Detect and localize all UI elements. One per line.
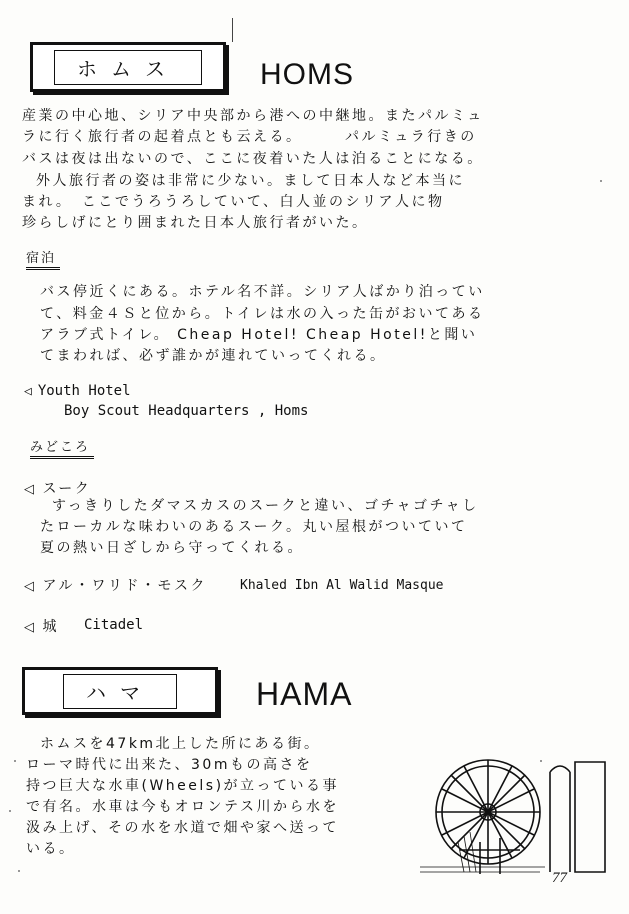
souk-line-2: たローカルな味わいのあるスーク。丸い屋根がついていて	[40, 519, 468, 535]
triangle-bullet-icon: ◁	[24, 482, 37, 497]
homs-intro-line-6: 珍らしげにとり囲まれた日本人旅行者がいた。	[22, 215, 369, 231]
photocopy-speck	[14, 760, 16, 762]
souk-line-1: すっきりしたダマスカスのスークと違い、ゴチャゴチャし	[52, 498, 479, 514]
hama-line-1: ホムスを47km北上した所にある街。	[40, 736, 321, 752]
margin-mark	[232, 18, 233, 42]
mosque-latin: Khaled Ibn Al Walid Masque	[240, 578, 444, 593]
homs-intro-line-3: バスは夜は出ないので、ここに夜着いた人は泊ることになる。	[22, 151, 484, 167]
citadel-label: 城	[42, 619, 59, 635]
triangle-bullet-icon: ◁	[24, 384, 32, 399]
page-number: 77	[552, 870, 567, 886]
homs-intro-line-5: まれ。 ここでうろうろしていて、白人並のシリア人に物	[22, 194, 445, 210]
homs-intro-line-4: 外人旅行者の姿は非常に少ない。まして日本人など本当に	[36, 173, 465, 189]
homs-intro-line-2: ラに行く旅行者の起着点とも云える。 パルミュラ行きの	[22, 129, 477, 145]
lodging-line-2: て、料金４Ｓと位から。トイレは水の入った缶がおいてある	[40, 306, 485, 322]
youth-hotel-label: Youth Hotel	[37, 383, 131, 399]
lodging-label: 宿泊	[26, 247, 60, 270]
youth-hotel-address: Boy Scout Headquarters , Homs	[64, 403, 309, 419]
youth-hotel-entry	[24, 383, 131, 399]
citadel-entry	[24, 618, 59, 637]
hama-title-en: HAMA	[256, 676, 353, 712]
photocopy-speck	[540, 760, 542, 762]
citadel-latin: Citadel	[84, 617, 144, 633]
water-wheel-illustration	[420, 742, 610, 877]
souk-label: スーク	[42, 481, 92, 497]
homs-title-en: HOMS	[260, 58, 354, 91]
hama-line-6: いる。	[26, 841, 76, 857]
hama-title-jp: ハマ	[63, 674, 177, 709]
hama-line-5: 汲み上げ、その水を水道で畑や家へ送って	[26, 820, 339, 836]
lodging-line-1: バス停近くにある。ホテル名不詳。シリア人ばかり泊ってい	[40, 284, 485, 300]
hama-title-box	[22, 667, 218, 715]
lodging-line-3: アラブ式トイレ。 Cheap Hotel! Cheap Hotel!と聞い	[40, 327, 478, 343]
mosque-entry	[24, 577, 207, 596]
mosque-label: アル・ワリド・モスク	[42, 578, 207, 594]
hama-line-2: ローマ時代に出来た、30mもの高さを	[26, 757, 313, 773]
sights-label: みどころ	[30, 436, 94, 459]
photocopy-speck	[18, 870, 20, 872]
hama-line-4: で有名。水車は今もオロンテス川から水を	[26, 799, 339, 815]
hama-line-3: 持つ巨大な水車(Wheels)が立っている事	[26, 778, 340, 794]
homs-title-jp: ホムス	[54, 50, 202, 85]
homs-intro-line-1: 産業の中心地、シリア中央部から港への中継地。またパルミュ	[22, 108, 484, 124]
triangle-bullet-icon: ◁	[24, 579, 37, 594]
photocopy-speck	[600, 180, 602, 182]
lodging-line-4: てまわれば、必ず誰かが連れていってくれる。	[40, 348, 387, 364]
photocopy-speck	[9, 810, 11, 812]
souk-line-3: 夏の熱い日ざしから守ってくれる。	[40, 540, 304, 556]
homs-title-box	[30, 42, 226, 92]
triangle-bullet-icon: ◁	[24, 620, 37, 635]
